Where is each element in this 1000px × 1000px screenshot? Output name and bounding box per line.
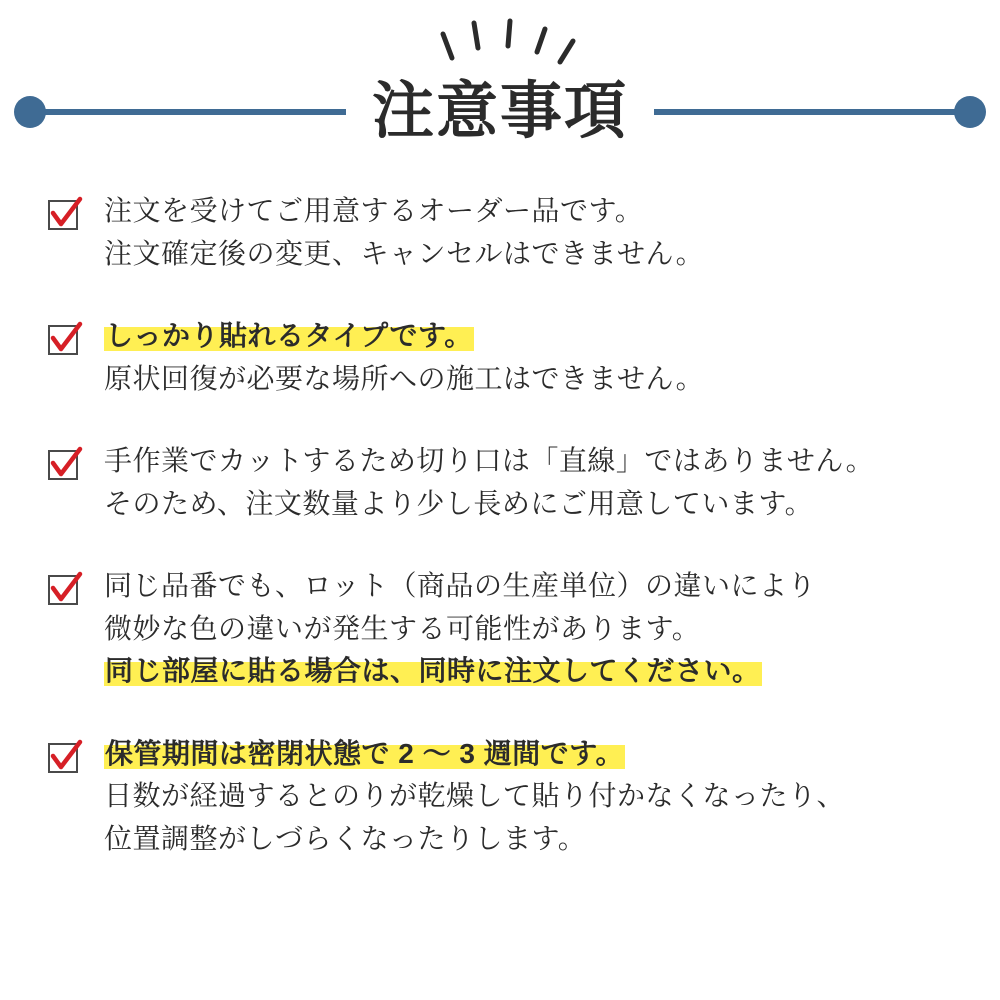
notice-line: 微妙な色の違いが発生する可能性があります。 xyxy=(104,612,701,644)
notice-line: 注文を受けてご用意するオーダー品です。 xyxy=(104,195,644,226)
list-item-text xyxy=(104,565,1000,693)
list-item-text xyxy=(104,315,1000,400)
notice-list xyxy=(0,168,1000,861)
list-item-text xyxy=(104,190,1000,275)
list-item xyxy=(0,565,1000,693)
checkbox-checked-icon xyxy=(46,321,84,359)
notice-line: そのため、注文数量より少し長めにご用意しています。 xyxy=(104,487,814,519)
notice-line: 位置調整がしづらくなったりします。 xyxy=(104,823,587,855)
highlighted-text: しっかり貼れるタイプです。 xyxy=(105,320,473,352)
checkbox-checked-icon xyxy=(46,446,84,484)
highlighted-text: 保管期間は密閉状態で 2 ～ 3 週間です。 xyxy=(105,737,625,769)
rule-dot-right xyxy=(954,96,986,128)
notice-line: 手作業でカットするため切り口は「直線」ではありません。 xyxy=(104,445,875,477)
list-item-text xyxy=(104,733,1000,861)
notice-line xyxy=(104,315,1000,358)
list-item-text xyxy=(104,440,1000,525)
notice-line: 日数が経過するとのりが乾燥して貼り付かなくなったり、 xyxy=(104,780,846,812)
list-item xyxy=(0,190,1000,275)
notice-line xyxy=(104,650,1000,693)
rule-dot-left xyxy=(14,96,46,128)
list-item xyxy=(0,440,1000,525)
sparkle-lines-icon xyxy=(0,14,1000,66)
notice-line: 同じ品番でも、ロット（商品の生産単位）の違いにより xyxy=(104,570,816,602)
notice-line: 注文確定後の変更、キャンセルはできません。 xyxy=(104,237,705,269)
checkbox-checked-icon xyxy=(46,196,84,234)
rule-line-right xyxy=(654,109,972,115)
list-item xyxy=(0,733,1000,861)
page-title: 注意事項 xyxy=(372,77,629,146)
list-item xyxy=(0,315,1000,400)
page-header xyxy=(0,0,1000,168)
title-row xyxy=(0,72,1000,152)
notice-line: 原状回復が必要な場所への施工はできません。 xyxy=(104,362,705,394)
checkbox-checked-icon xyxy=(46,571,84,609)
checkbox-checked-icon xyxy=(46,739,84,777)
notice-line xyxy=(104,733,1000,776)
rule-line-left xyxy=(28,109,346,115)
highlighted-text: 同じ部屋に貼る場合は、同時に注文してください。 xyxy=(105,655,761,687)
